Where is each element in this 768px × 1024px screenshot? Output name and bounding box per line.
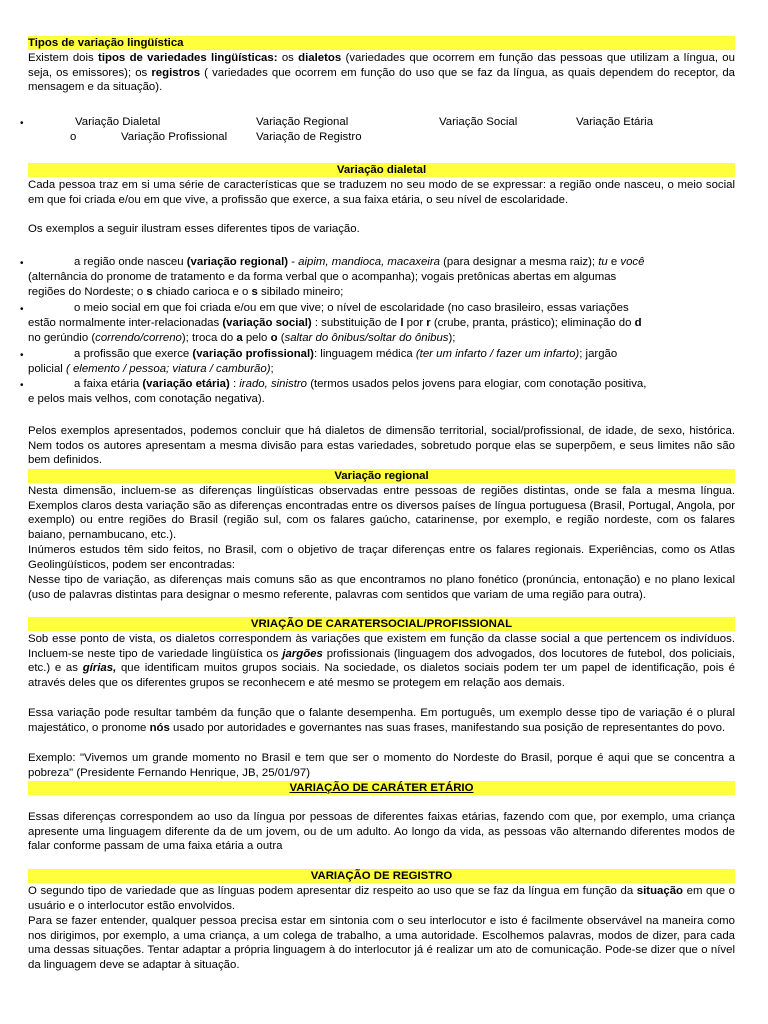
registro-paragraph-2: Para se fazer entender, qualquer pessoa precisa estar em sintonia com o seu interlocutor e isto é facilmente observável na maneira como nos dirigimos, por exemplo, a uma criança, a um colega de trabalho, a uma autoridade. Escolhemos palavras, modos de dizer, para cada uma dessas situações. Tentar adaptar a própria linguagem à do interlocutor já é realizar um ato de comunicação. Pode-se dizer que o nível da linguagem deve se adaptar à situação.: [28, 915, 735, 971]
dialetal-item-etaria: a faixa etária (variação etária) : irado, sinistro (termos usados pelos jovens para elogiar, com conotação positiva,: [74, 378, 647, 390]
social-heading: VRIAÇÃO DE CARATERSOCIAL/PROFISSIONAL: [250, 618, 513, 630]
type-etaria: Variação Etária: [576, 116, 654, 128]
type-registro: Variação de Registro: [256, 131, 362, 143]
type-social: Variação Social: [439, 116, 518, 128]
bullet-icon: •: [20, 258, 24, 269]
dialetal-item-regional-line3: regiões do Nordeste; o s chiado carioca e o s sibilado mineiro;: [28, 286, 344, 298]
dialetal-item-social-line3: no gerúndio (correndo/correno); troca do a pelo o (saltar do ônibus/soltar do ônibus);: [28, 332, 456, 344]
dialetal-heading: Variação dialetal: [336, 164, 427, 176]
dialetal-item-profissional-line2: policial ( elemento / pessoa; viatura / camburão);: [28, 363, 274, 375]
regional-paragraph-3: Nesse tipo de variação, as diferenças mais comuns são as que encontramos no plano fonético (pronúncia, entonação) e no plano lexical (uso de palavras distintas para designar o mesmo referente, palavras com sentidos que variam de uma região para outra).: [28, 574, 735, 601]
social-paragraph-3: Exemplo: "Vivemos um grande momento no Brasil e tem que ser o momento do Nordeste do Brasil, porque é aqui que se concentra a pobreza" (Presidente Fernando Henrique, JB, 25/01/97): [28, 752, 735, 779]
regional-paragraph-1: Nesta dimensão, incluem-se as diferenças lingüísticas observadas entre pessoas de regiões distintas, onde se fala a mesma língua. Exemplos claros desta variação são as diferenças encontradas entre os diversos países de língua portuguesa (Brasil, Portugal, Angola, por exemplo) ou entre regiões do Brasil (região sul, com os falares gaúcho, catarinense, por exemplo, e região nordeste, com os falares baiano, pernambucano, etc.).: [28, 485, 735, 541]
dialetal-item-regional-line2: (alternância do pronome de tratamento e da forma verbal que o acompanha); vogais pretônicas abertas em algumas: [28, 271, 617, 283]
etario-heading: VARIAÇÃO DE CARÁTER ETÁRIO: [289, 782, 474, 794]
regional-heading: Variação regional: [334, 470, 429, 482]
type-profissional: Variação Profissional: [121, 131, 228, 143]
circle-bullet-icon: o: [70, 131, 77, 143]
bullet-icon: •: [20, 118, 24, 129]
dialetal-paragraph-3: Pelos exemplos apresentados, podemos concluir que há dialetos de dimensão territorial, social/profissional, de idade, de sexo, histórica. Nem todos os autores apresentam a mesma divisão para estas variedades, sobretudo porque elas se superpõem, e seus limites não são bem definidos.: [28, 425, 735, 467]
registro-paragraph-1: O segundo tipo de variedade que as línguas podem apresentar diz respeito ao uso que se faz da língua em função da situação em que o usuário e o interlocutor estão envolvidos.: [28, 885, 735, 912]
registro-heading: VARIAÇÃO DE REGISTRO: [310, 870, 453, 882]
bullet-icon: •: [20, 304, 24, 315]
bullet-icon: •: [20, 350, 24, 361]
type-dialetal: Variação Dialetal: [75, 116, 161, 128]
dialetal-paragraph-1: Cada pessoa traz em si uma série de características que se traduzem no seu modo de se expressar: a região onde nasceu, o meio social em que foi criada e/ou em que vive, a profissão que exerce, a sua faixa etária, o seu nível de escolaridade.: [28, 179, 735, 206]
dialetal-item-etaria-line2: e pelos mais velhos, com conotação negativa).: [28, 393, 265, 405]
dialetal-paragraph-2: Os exemplos a seguir ilustram esses diferentes tipos de variação.: [28, 223, 360, 235]
dialetal-item-profissional: a profissão que exerce (variação profissional): linguagem médica (ter um infarto / fazer um infarto); jargão: [74, 348, 618, 360]
dialetal-item-social-line2: estão normalmente inter-relacionadas (variação social) : substituição de l por r (crube, pranta, prástico); eliminação do d: [28, 317, 642, 329]
intro-paragraph: Existem dois tipos de variedades lingüísticas: os dialetos (variedades que ocorrem em função das pessoas que utilizam a língua, ou seja, os emissores); os registros ( variedades que ocorrem em função do uso que se faz da língua, as quais dependem do receptor, da mensagem e da situação).: [28, 52, 736, 94]
social-paragraph-2: Essa variação pode resultar também da função que o falante desempenha. Em português, um exemplo desse tipo de variação é o plural majestático, o pronome nós usado por autoridades e governantes nas suas frases, manifestando sua posição de representantes do povo.: [28, 707, 735, 734]
regional-paragraph-2: Inúmeros estudos têm sido feitos, no Brasil, com o objetivo de traçar diferenças entre os falares regionais. Experiências, como os Atlas Geolingüísticos, podem ser encontradas:: [28, 544, 735, 571]
etario-paragraph: Essas diferenças correspondem ao uso da língua por pessoas de diferentes faixas etárias, fazendo com que, por exemplo, uma criança apresente uma linguagem diferente da de um jovem, ou de um adulto. Ao longo da vida, as pessoas vão alternando diferentes modos de falar conforme passam de uma faixa etária a outra: [28, 811, 735, 853]
page-title: Tipos de variação lingüística: [28, 37, 184, 49]
dialetal-item-regional: a região onde nasceu (variação regional) - aipim, mandioca, macaxeira (para designar a mesma raiz); tu e você: [74, 256, 645, 268]
type-regional: Variação Regional: [256, 116, 349, 128]
dialetal-item-social: o meio social em que foi criada e/ou em que vive; o nível de escolaridade (no caso brasileiro, essas variações: [74, 302, 629, 314]
bullet-icon: •: [20, 380, 24, 391]
social-paragraph-1: Sob esse ponto de vista, os dialetos correspondem às variações que existem em função da classe social a que pertencem os indivíduos. Incluem-se neste tipo de variedade lingüística os jargões profissionais (linguagem dos advogados, dos locutores de futebol, dos policiais, etc.) e as gírias, que identificam muitos grupos sociais. Na sociedade, os dialetos sociais podem ter um papel de identificação, pois é através deles que os diferentes grupos se reconhecem e até mesmo se protegem em relação aos demais.: [28, 633, 735, 689]
